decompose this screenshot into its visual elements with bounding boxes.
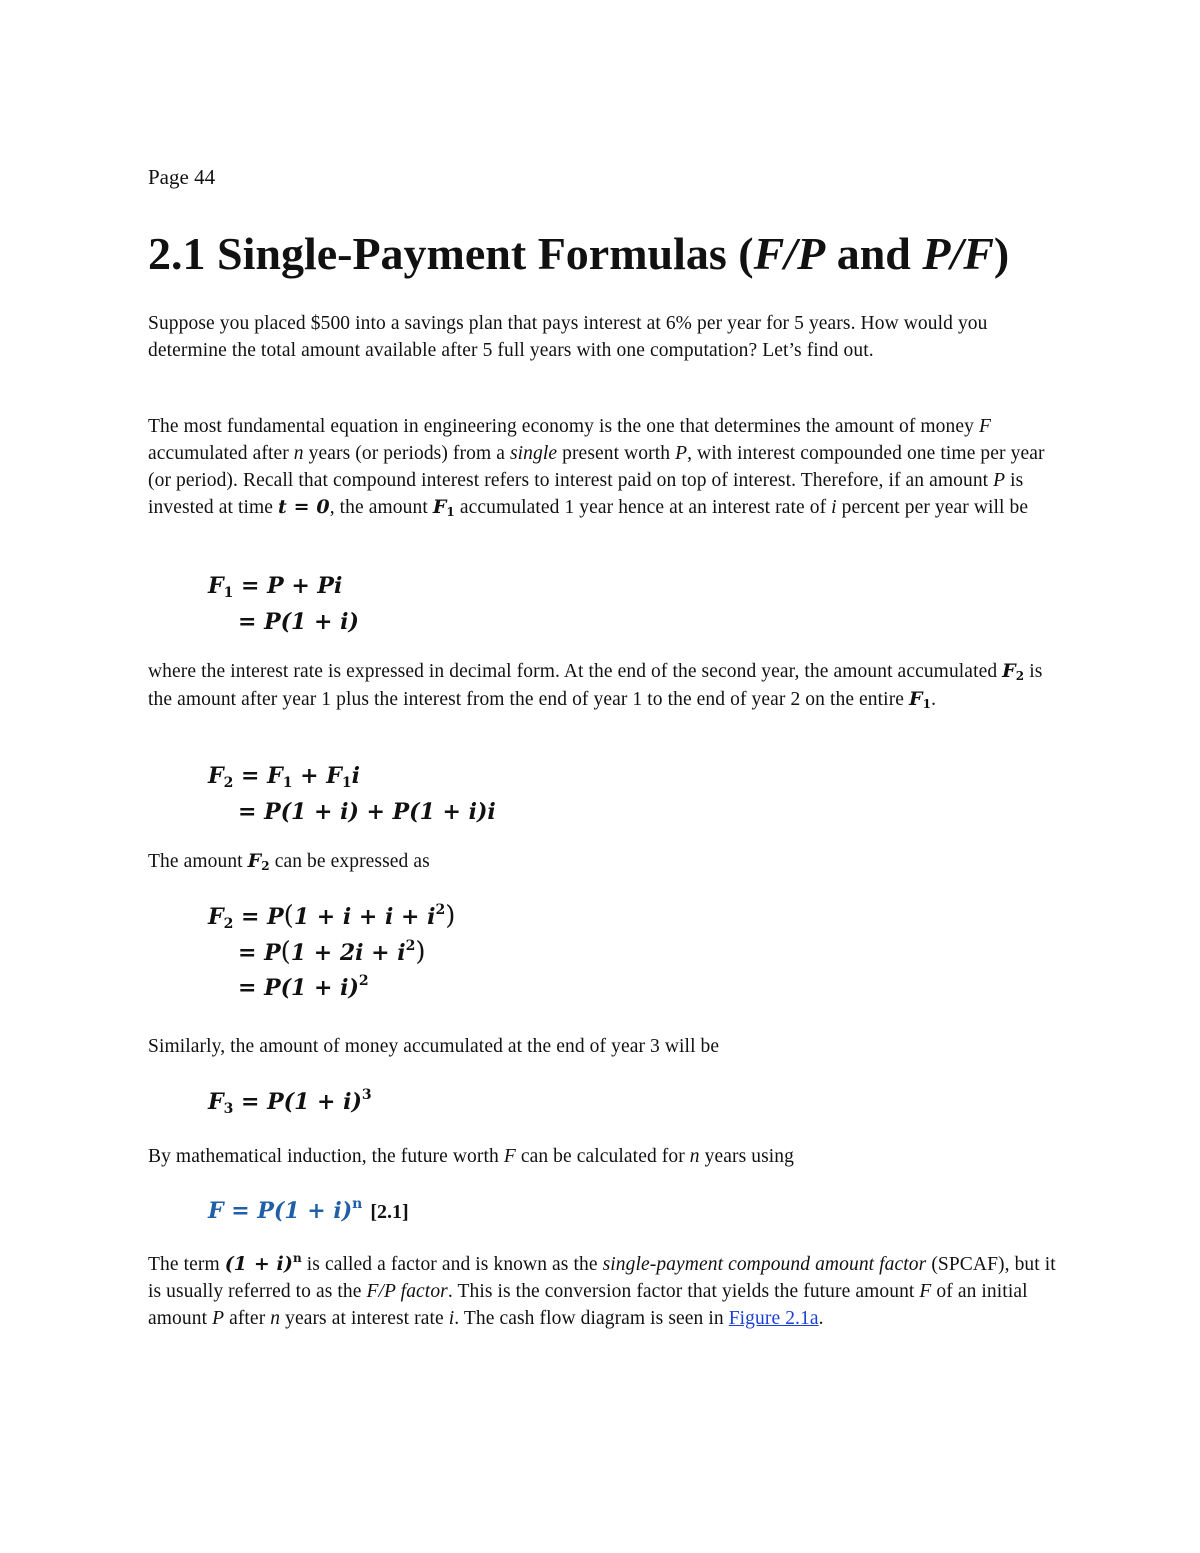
title-pf: P/F <box>922 228 994 279</box>
factor-paragraph: The term $(1 + i)^n$ is called a factor and is known as the single-payment compound amount factor (SPCAF), but it is usually referred to as the F/P factor. This is the conversion factor that yields the future amount F of an initial amount P after n years at interest rate i. The cash flow diagram is seen in Figure 2.1a. <box>148 1251 1056 1329</box>
title-suffix: ) <box>993 228 1010 279</box>
equation-2-1: $F = P(1 + i)^n$ [2.1] <box>208 1196 409 1224</box>
inline-math-f1: $F_1$ <box>432 496 455 520</box>
equation-f3: $F_3 = P(1 + i)^3$ <box>208 1087 372 1117</box>
intro-paragraph: Suppose you placed $500 into a savings plan that pays interest at 6% per year for 5 years. How would you determine the total amount available after 5 full years with one computation? Let’s find out. <box>148 313 988 361</box>
section-title <box>148 226 1009 282</box>
inline-math-term: $(1 + i)^n$ <box>224 1251 302 1275</box>
second-year-paragraph: where the interest rate is expressed in decimal form. At the end of the second year, the amount accumulated $F_2$ is the amount after year 1 plus the interest from the end of year 1 to the end of year 2 on the entire $F_1$. <box>148 660 1043 711</box>
title-and: and <box>825 228 923 279</box>
title-fp: F/P <box>753 228 826 279</box>
figure-2-1a-link[interactable]: Figure 2.1a <box>728 1307 819 1329</box>
equation-f1: $F_1 = P + Pi$ = P(1 + i) <box>208 573 359 635</box>
induction-paragraph: By mathematical induction, the future worth F can be calculated for n years using <box>148 1146 794 1167</box>
page-number: Page 44 <box>148 165 216 189</box>
equation-f2-expanded: $F_2 = P(1 + i + i + i^2)$ = $P(1 + 2i + i^2)$ = $P(1 + i)^2$ <box>208 901 456 1001</box>
equation-f2: $F_2 = F_1 + F_1i$ = P(1 + i) + P(1 + i)i <box>208 763 496 825</box>
inline-math-f2: $F_2$ <box>1002 660 1025 683</box>
inline-math-t0: t = 0 <box>278 496 330 519</box>
fundamental-equation-paragraph: The most fundamental equation in engineering economy is the one that determines the amount of money F accumulated after n years (or periods) from a single present worth P, with interest compounded one time per year (or period). Recall that compound interest refers to interest paid on top of interest. Therefore, if an amount P is invested at time t = 0, the amount $F_1$ accumulated 1 year hence at an interest rate of i percent per year will be <box>148 416 1045 520</box>
equation-number: [2.1] <box>370 1201 409 1223</box>
inline-math-f1b: $F_1$ <box>909 687 932 711</box>
title-prefix: 2.1 Single-Payment Formulas ( <box>148 228 754 279</box>
amount-f2-paragraph: The amount $F_2$ can be expressed as <box>148 850 430 873</box>
inline-math-f2b: $F_2$ <box>247 850 270 873</box>
future-worth-formula: F = P(1 + i) <box>208 1198 353 1224</box>
year-three-paragraph: Similarly, the amount of money accumulated at the end of year 3 will be <box>148 1036 720 1057</box>
